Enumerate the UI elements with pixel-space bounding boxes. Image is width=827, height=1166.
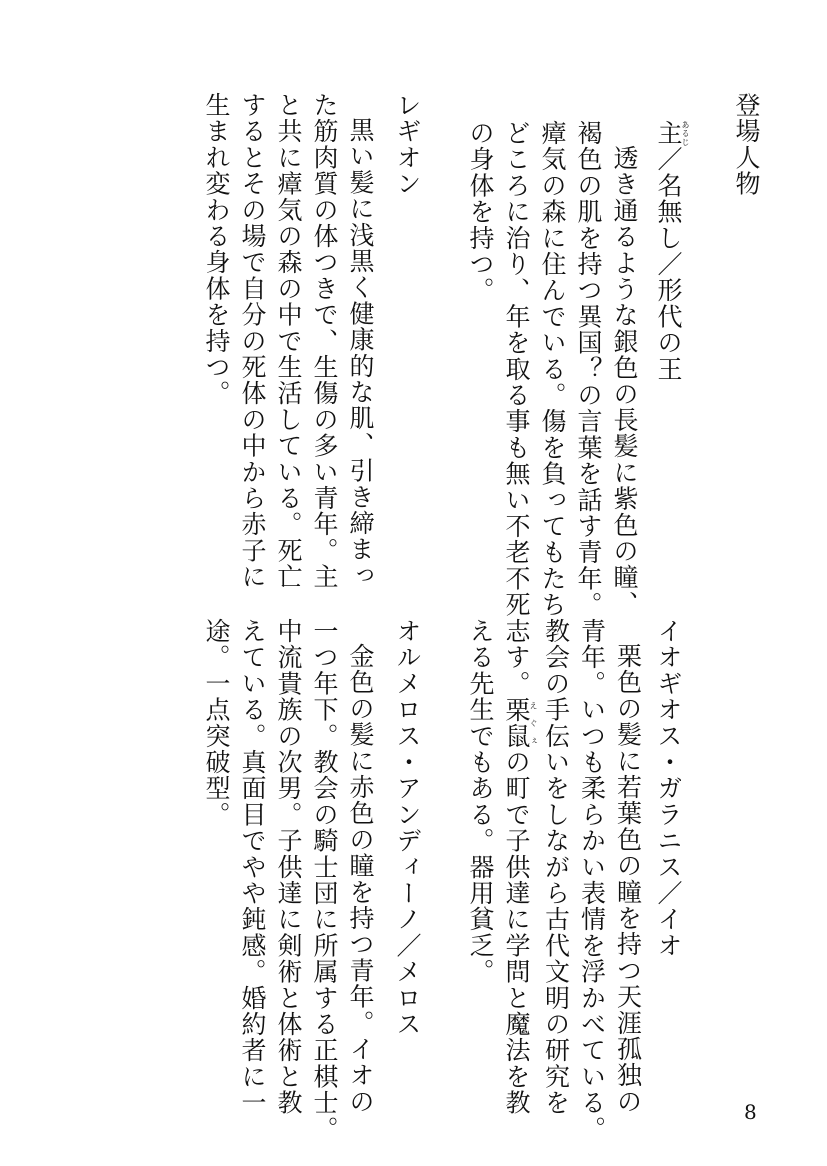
char3-description: 栗色の髪に若葉色の瞳を持つ天涯孤独の 青年。いつも柔らかい表情を浮かべている。 教会の手伝いをしながら古代文明の研究を 志す。栗鼠えぐぇの町で子供達に学問と魔法を教 える先生でもある。器用貧乏。 — [466, 618, 643, 1142]
char4-description: 金色の髪に赤色の瞳を持つ青年。イオの 一つ年下。教会の騎士団に所属する正棋士。 中流貴族の次男。子供達に剣術と体術と教 えている。真面目でやや鈍感。婚約者に一 途。一点突破型。 — [202, 618, 375, 1142]
page-title: 登場人物 — [732, 92, 761, 197]
char3-name: イオギオス・ガラニス／イオ — [654, 618, 683, 959]
char1-name: 主あるじ／名無し／形代の王 — [654, 120, 690, 383]
char1-description: 透き通るような銀色の長髪に紫色の瞳、 褐色の肌を持つ異国？の言葉を話す青年。 瘴気の森に住んでいる。傷を負ってもたち どころに治り、年を取る事も無い不老不死 の身体を持つ。 — [466, 120, 639, 618]
page-number: 8 — [744, 1100, 757, 1124]
char4-name: オルメロス・アンディーノ／メロス — [393, 618, 422, 1038]
char2-name: レギオン — [393, 92, 422, 197]
char2-description: 黒い髪に浅黒く健康的な肌、引き締まっ た筋肉質の体つきで、生傷の多い青年。主 と共に瘴気の森の中で生活している。死亡 するとその場で自分の死体の中から赤子に 生まれ変わる身体を持つ。 — [202, 92, 375, 590]
